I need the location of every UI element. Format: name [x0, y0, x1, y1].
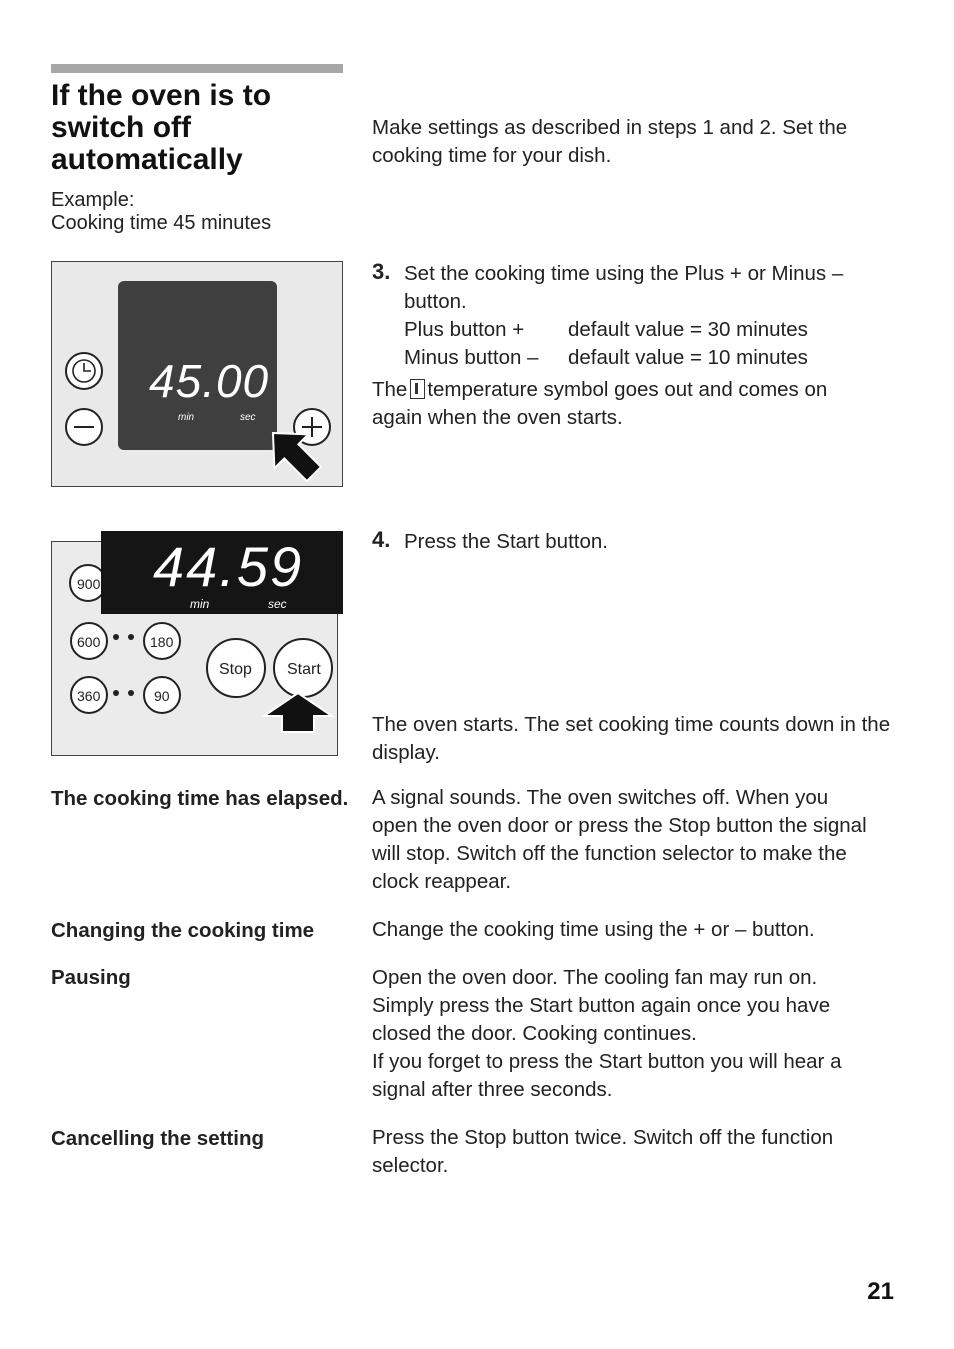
section-text-elapsed: A signal sounds. The oven switches off. When you open the oven door or press the Stop button the signal will stop. Switch off the function selector to make the clock reappear. [372, 786, 867, 893]
plus-key: Plus button + [404, 318, 525, 341]
section-text-pausing [372, 964, 882, 1104]
dot-icon [113, 690, 119, 696]
symbol-before: The [372, 378, 408, 401]
svg-text:90: 90 [154, 688, 170, 704]
oven-display-illustration-1 [51, 261, 343, 487]
step4-text: Press the Start button. [404, 530, 608, 553]
step3-line2: button. [404, 290, 467, 313]
svg-text:Stop: Stop [219, 661, 252, 678]
svg-text:Start: Start [287, 661, 321, 678]
minus-button[interactable] [66, 409, 102, 445]
minus-value: default value = 10 minutes [568, 346, 808, 369]
example-value: Cooking time 45 minutes [51, 212, 272, 234]
example [51, 189, 271, 235]
section-label-elapsed: The cooking time has elapsed. [51, 787, 349, 810]
pausing-text-2: If you forget to press the Start button you will hear a signal after three seconds. [372, 1050, 842, 1101]
dot-icon [128, 634, 134, 640]
temperature-symbol-note [372, 376, 912, 432]
svg-text:900: 900 [77, 576, 101, 592]
example-label: Example: [51, 189, 135, 211]
section-label-pausing: Pausing [51, 966, 131, 989]
svg-text:360: 360 [77, 688, 101, 704]
intro-text: Make settings as described in steps 1 and 2. Set the cooking time for your dish. [372, 116, 848, 167]
symbol-after: temperature symbol goes out and comes on [427, 378, 828, 401]
page-number: 21 [867, 1278, 894, 1305]
display2-sec-label: sec [268, 597, 287, 611]
display2-min-label: min [190, 597, 210, 611]
step3-text [404, 260, 904, 372]
section-label-changing: Changing the cooking time [51, 919, 315, 942]
section-text-changing: Change the cooking time using the + or – button. [372, 918, 815, 941]
section-label-cancelling: Cancelling the setting [51, 1127, 264, 1150]
plus-value: default value = 30 minutes [568, 318, 808, 341]
header-rule [51, 64, 343, 73]
minus-default-row [404, 344, 904, 372]
step3-number: 3. [372, 259, 391, 284]
svg-text:600: 600 [77, 634, 101, 650]
display2-time: 44.59 [153, 535, 304, 598]
display1-time: 45.00 [149, 355, 270, 407]
button-600[interactable] [71, 623, 107, 659]
section-text-cancelling: Press the Stop button twice. Switch off the function selector. [372, 1126, 834, 1177]
dot-icon [113, 634, 119, 640]
button-360[interactable] [71, 677, 107, 713]
display1-sec-label: sec [240, 412, 256, 423]
oven-display-illustration-2 [51, 530, 344, 757]
start-button[interactable] [274, 639, 332, 697]
thermometer-icon [410, 379, 425, 399]
display1-min-label: min [178, 412, 195, 423]
plus-default-row [404, 316, 904, 344]
clock-button[interactable] [66, 353, 102, 389]
pausing-text-1: Open the oven door. The cooling fan may run on. Simply press the Start button again once you have closed the door. Cooking continues. [372, 966, 831, 1045]
step4-after-text: The oven starts. The set cooking time counts down in the display. [372, 713, 891, 764]
stop-button[interactable] [207, 639, 265, 697]
button-180[interactable] [144, 623, 180, 659]
step3-line1: Set the cooking time using the Plus + or Minus – [404, 262, 844, 285]
step4-number: 4. [372, 527, 391, 552]
page-title: If the oven is to switch off automatically [51, 79, 272, 176]
symbol-line2: again when the oven starts. [372, 406, 623, 429]
svg-text:180: 180 [150, 634, 174, 650]
button-90[interactable] [144, 677, 180, 713]
dot-icon [128, 690, 134, 696]
minus-key: Minus button – [404, 346, 539, 369]
